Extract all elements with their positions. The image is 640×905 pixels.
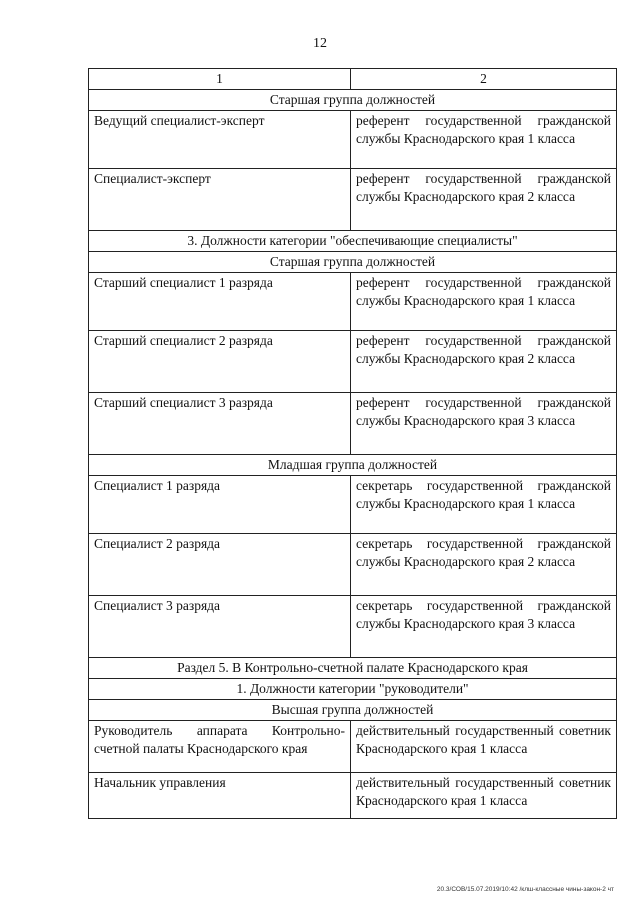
table-row bbox=[89, 476, 617, 534]
class-rank-cell: действительный государственный советник Краснодарского края 1 класса bbox=[351, 773, 617, 819]
table-header-row bbox=[89, 69, 617, 90]
group-heading: Старшая группа должностей bbox=[89, 90, 617, 111]
positions-table bbox=[88, 68, 617, 819]
group-heading: Старшая группа должностей bbox=[89, 252, 617, 273]
class-rank-cell: референт государственной гражданской службы Краснодарского края 1 класса bbox=[351, 273, 617, 331]
position-name-cell: Специалист 3 разряда bbox=[89, 596, 351, 658]
class-rank-cell: референт государственной гражданской службы Краснодарского края 2 класса bbox=[351, 169, 617, 231]
table-row bbox=[89, 534, 617, 596]
group-heading-row bbox=[89, 455, 617, 476]
position-name-cell: Старший специалист 1 разряда bbox=[89, 273, 351, 331]
class-rank-cell: референт государственной гражданской службы Краснодарского края 1 класса bbox=[351, 111, 617, 169]
table-row bbox=[89, 331, 617, 393]
table-row bbox=[89, 393, 617, 455]
class-rank-cell: действительный государственный советник Краснодарского края 1 класса bbox=[351, 721, 617, 773]
class-rank-cell: секретарь государственной гражданской службы Краснодарского края 3 класса bbox=[351, 596, 617, 658]
group-heading-row bbox=[89, 700, 617, 721]
table-row bbox=[89, 721, 617, 773]
group-heading: Младшая группа должностей bbox=[89, 455, 617, 476]
position-name-cell: Старший специалист 2 разряда bbox=[89, 331, 351, 393]
section-heading: Раздел 5. В Контрольно-счетной палате Краснодарского края bbox=[89, 658, 617, 679]
column-header-1: 1 bbox=[89, 69, 351, 90]
position-name-cell: Специалист 2 разряда bbox=[89, 534, 351, 596]
class-rank-cell: референт государственной гражданской службы Краснодарского края 3 класса bbox=[351, 393, 617, 455]
position-name-cell: Начальник управления bbox=[89, 773, 351, 819]
table-row bbox=[89, 273, 617, 331]
category-heading-row bbox=[89, 231, 617, 252]
category-heading-row bbox=[89, 679, 617, 700]
class-rank-cell: секретарь государственной гражданской службы Краснодарского края 2 класса bbox=[351, 534, 617, 596]
group-heading: Высшая группа должностей bbox=[89, 700, 617, 721]
group-heading-row bbox=[89, 252, 617, 273]
position-name-cell: Ведущий специалист-эксперт bbox=[89, 111, 351, 169]
position-name-cell: Руководитель аппарата Контрольно-счетной палаты Краснодарского края bbox=[89, 721, 351, 773]
category-heading: 3. Должности категории "обеспечивающие специалисты" bbox=[89, 231, 617, 252]
positions-table-body bbox=[89, 69, 617, 819]
group-heading-row bbox=[89, 90, 617, 111]
position-name-cell: Старший специалист 3 разряда bbox=[89, 393, 351, 455]
category-heading: 1. Должности категории "руководители" bbox=[89, 679, 617, 700]
table-row bbox=[89, 596, 617, 658]
footer-stamp: 20.3/СОВ/15.07.2019/10:42 /клш-классные чины-закон-2 чт bbox=[436, 886, 614, 893]
position-name-cell: Специалист-эксперт bbox=[89, 169, 351, 231]
table-row bbox=[89, 169, 617, 231]
table-row bbox=[89, 111, 617, 169]
class-rank-cell: референт государственной гражданской службы Краснодарского края 2 класса bbox=[351, 331, 617, 393]
column-header-2: 2 bbox=[351, 69, 617, 90]
section-heading-row bbox=[89, 658, 617, 679]
page-number: 12 bbox=[313, 36, 327, 51]
table-row bbox=[89, 773, 617, 819]
position-name-cell: Специалист 1 разряда bbox=[89, 476, 351, 534]
class-rank-cell: секретарь государственной гражданской службы Краснодарского края 1 класса bbox=[351, 476, 617, 534]
